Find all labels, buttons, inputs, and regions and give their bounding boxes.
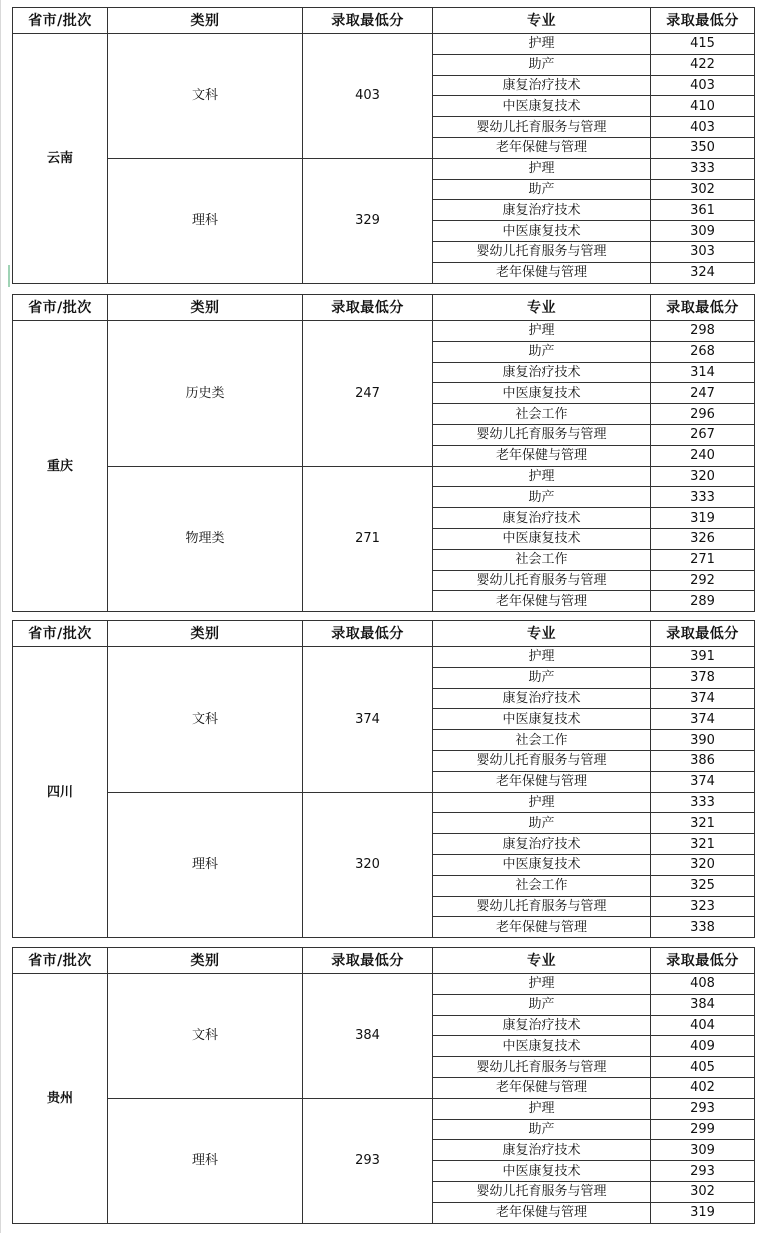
major-name: 社会工作 [433, 404, 651, 425]
major-name: 护理 [433, 792, 651, 813]
category-min-score: 403 [303, 34, 433, 159]
category-name: 文科 [108, 34, 303, 159]
major-name: 老年保健与管理 [433, 917, 651, 938]
major-min-score: 405 [651, 1057, 755, 1078]
major-name: 助产 [433, 667, 651, 688]
major-name: 老年保健与管理 [433, 137, 651, 158]
category-name: 历史类 [108, 321, 303, 467]
major-name: 老年保健与管理 [433, 262, 651, 283]
major-min-score: 415 [651, 34, 755, 55]
category-min-score: 384 [303, 974, 433, 1099]
major-min-score: 240 [651, 445, 755, 466]
category-min-score: 247 [303, 321, 433, 467]
major-min-score: 390 [651, 730, 755, 751]
table-row [13, 647, 755, 668]
category-name: 文科 [108, 647, 303, 793]
major-min-score: 361 [651, 200, 755, 221]
table-header-row [13, 621, 755, 647]
major-name: 康复治疗技术 [433, 1015, 651, 1036]
major-min-score: 268 [651, 341, 755, 362]
header-category: 类别 [108, 295, 303, 321]
major-min-score: 325 [651, 875, 755, 896]
major-min-score: 299 [651, 1119, 755, 1140]
header-major-min-score: 录取最低分 [651, 295, 755, 321]
header-min-score: 录取最低分 [303, 948, 433, 974]
major-name: 护理 [433, 466, 651, 487]
major-name: 中医康复技术 [433, 1036, 651, 1057]
major-name: 护理 [433, 1098, 651, 1119]
major-min-score: 374 [651, 771, 755, 792]
province-table [12, 294, 755, 612]
header-category: 类别 [108, 621, 303, 647]
major-name: 助产 [433, 54, 651, 75]
major-name: 中医康复技术 [433, 383, 651, 404]
major-min-score: 247 [651, 383, 755, 404]
major-name: 护理 [433, 974, 651, 995]
header-major: 专业 [433, 8, 651, 34]
major-name: 老年保健与管理 [433, 771, 651, 792]
major-min-score: 333 [651, 158, 755, 179]
province-table [12, 947, 755, 1224]
major-min-score: 403 [651, 75, 755, 96]
major-min-score: 378 [651, 667, 755, 688]
major-min-score: 408 [651, 974, 755, 995]
header-province: 省市/批次 [13, 295, 108, 321]
province-table [12, 7, 755, 284]
category-min-score: 320 [303, 792, 433, 938]
header-province: 省市/批次 [13, 948, 108, 974]
major-min-score: 320 [651, 466, 755, 487]
province-table [12, 620, 755, 938]
major-min-score: 422 [651, 54, 755, 75]
major-name: 中医康复技术 [433, 854, 651, 875]
major-name: 社会工作 [433, 730, 651, 751]
major-min-score: 384 [651, 994, 755, 1015]
major-min-score: 298 [651, 321, 755, 342]
major-name: 助产 [433, 813, 651, 834]
major-name: 婴幼儿托育服务与管理 [433, 1057, 651, 1078]
major-min-score: 324 [651, 262, 755, 283]
major-name: 助产 [433, 487, 651, 508]
major-min-score: 321 [651, 834, 755, 855]
major-min-score: 338 [651, 917, 755, 938]
major-min-score: 319 [651, 508, 755, 529]
major-min-score: 296 [651, 404, 755, 425]
province-name: 四川 [13, 647, 108, 938]
major-name: 社会工作 [433, 875, 651, 896]
major-name: 助产 [433, 1119, 651, 1140]
category-min-score: 374 [303, 647, 433, 793]
major-min-score: 271 [651, 549, 755, 570]
major-min-score: 333 [651, 792, 755, 813]
major-min-score: 402 [651, 1077, 755, 1098]
major-name: 婴幼儿托育服务与管理 [433, 424, 651, 445]
province-name: 重庆 [13, 321, 108, 612]
table-row [13, 1098, 755, 1119]
major-min-score: 309 [651, 221, 755, 242]
table-row [13, 158, 755, 179]
category-min-score: 293 [303, 1098, 433, 1223]
major-name: 助产 [433, 179, 651, 200]
major-min-score: 302 [651, 179, 755, 200]
table-row [13, 34, 755, 55]
cell-selection-marker [8, 265, 10, 287]
major-name: 老年保健与管理 [433, 1202, 651, 1223]
major-name: 护理 [433, 647, 651, 668]
major-name: 老年保健与管理 [433, 445, 651, 466]
header-min-score: 录取最低分 [303, 621, 433, 647]
major-min-score: 319 [651, 1202, 755, 1223]
header-province: 省市/批次 [13, 8, 108, 34]
header-major-min-score: 录取最低分 [651, 621, 755, 647]
major-name: 老年保健与管理 [433, 1077, 651, 1098]
category-name: 文科 [108, 974, 303, 1099]
major-name: 中医康复技术 [433, 96, 651, 117]
category-name: 理科 [108, 1098, 303, 1223]
province-name: 贵州 [13, 974, 108, 1224]
major-min-score: 409 [651, 1036, 755, 1057]
header-major-min-score: 录取最低分 [651, 948, 755, 974]
table-header-row [13, 948, 755, 974]
major-name: 康复治疗技术 [433, 75, 651, 96]
table-header-row [13, 295, 755, 321]
major-min-score: 267 [651, 424, 755, 445]
major-name: 康复治疗技术 [433, 1140, 651, 1161]
major-min-score: 386 [651, 750, 755, 771]
major-name: 中医康复技术 [433, 528, 651, 549]
major-min-score: 323 [651, 896, 755, 917]
major-min-score: 314 [651, 362, 755, 383]
header-min-score: 录取最低分 [303, 295, 433, 321]
major-name: 社会工作 [433, 549, 651, 570]
major-min-score: 303 [651, 241, 755, 262]
table-header-row [13, 8, 755, 34]
major-name: 康复治疗技术 [433, 688, 651, 709]
major-min-score: 333 [651, 487, 755, 508]
major-min-score: 321 [651, 813, 755, 834]
major-min-score: 293 [651, 1098, 755, 1119]
major-min-score: 391 [651, 647, 755, 668]
table-row [13, 321, 755, 342]
header-major: 专业 [433, 621, 651, 647]
major-name: 中医康复技术 [433, 709, 651, 730]
header-category: 类别 [108, 948, 303, 974]
category-name: 物理类 [108, 466, 303, 612]
major-name: 婴幼儿托育服务与管理 [433, 241, 651, 262]
major-min-score: 404 [651, 1015, 755, 1036]
header-major: 专业 [433, 948, 651, 974]
header-major-min-score: 录取最低分 [651, 8, 755, 34]
major-name: 老年保健与管理 [433, 591, 651, 612]
table-row [13, 466, 755, 487]
major-name: 康复治疗技术 [433, 200, 651, 221]
sheet-left-rule [0, 0, 1, 1233]
major-name: 婴幼儿托育服务与管理 [433, 896, 651, 917]
major-min-score: 374 [651, 709, 755, 730]
category-min-score: 271 [303, 466, 433, 612]
category-min-score: 329 [303, 158, 433, 283]
major-name: 康复治疗技术 [433, 362, 651, 383]
table-row [13, 792, 755, 813]
table-row [13, 974, 755, 995]
major-min-score: 410 [651, 96, 755, 117]
major-name: 护理 [433, 158, 651, 179]
major-name: 婴幼儿托育服务与管理 [433, 570, 651, 591]
major-name: 婴幼儿托育服务与管理 [433, 117, 651, 138]
major-name: 中医康复技术 [433, 1161, 651, 1182]
header-major: 专业 [433, 295, 651, 321]
major-min-score: 403 [651, 117, 755, 138]
major-name: 助产 [433, 994, 651, 1015]
major-min-score: 302 [651, 1181, 755, 1202]
major-name: 中医康复技术 [433, 221, 651, 242]
major-name: 康复治疗技术 [433, 508, 651, 529]
major-min-score: 320 [651, 854, 755, 875]
province-name: 云南 [13, 34, 108, 284]
major-name: 护理 [433, 34, 651, 55]
major-min-score: 374 [651, 688, 755, 709]
major-min-score: 309 [651, 1140, 755, 1161]
header-min-score: 录取最低分 [303, 8, 433, 34]
major-name: 婴幼儿托育服务与管理 [433, 750, 651, 771]
category-name: 理科 [108, 158, 303, 283]
major-min-score: 326 [651, 528, 755, 549]
category-name: 理科 [108, 792, 303, 938]
major-min-score: 350 [651, 137, 755, 158]
major-name: 助产 [433, 341, 651, 362]
major-min-score: 292 [651, 570, 755, 591]
major-name: 护理 [433, 321, 651, 342]
major-min-score: 289 [651, 591, 755, 612]
header-category: 类别 [108, 8, 303, 34]
header-province: 省市/批次 [13, 621, 108, 647]
major-min-score: 293 [651, 1161, 755, 1182]
major-name: 婴幼儿托育服务与管理 [433, 1181, 651, 1202]
major-name: 康复治疗技术 [433, 834, 651, 855]
